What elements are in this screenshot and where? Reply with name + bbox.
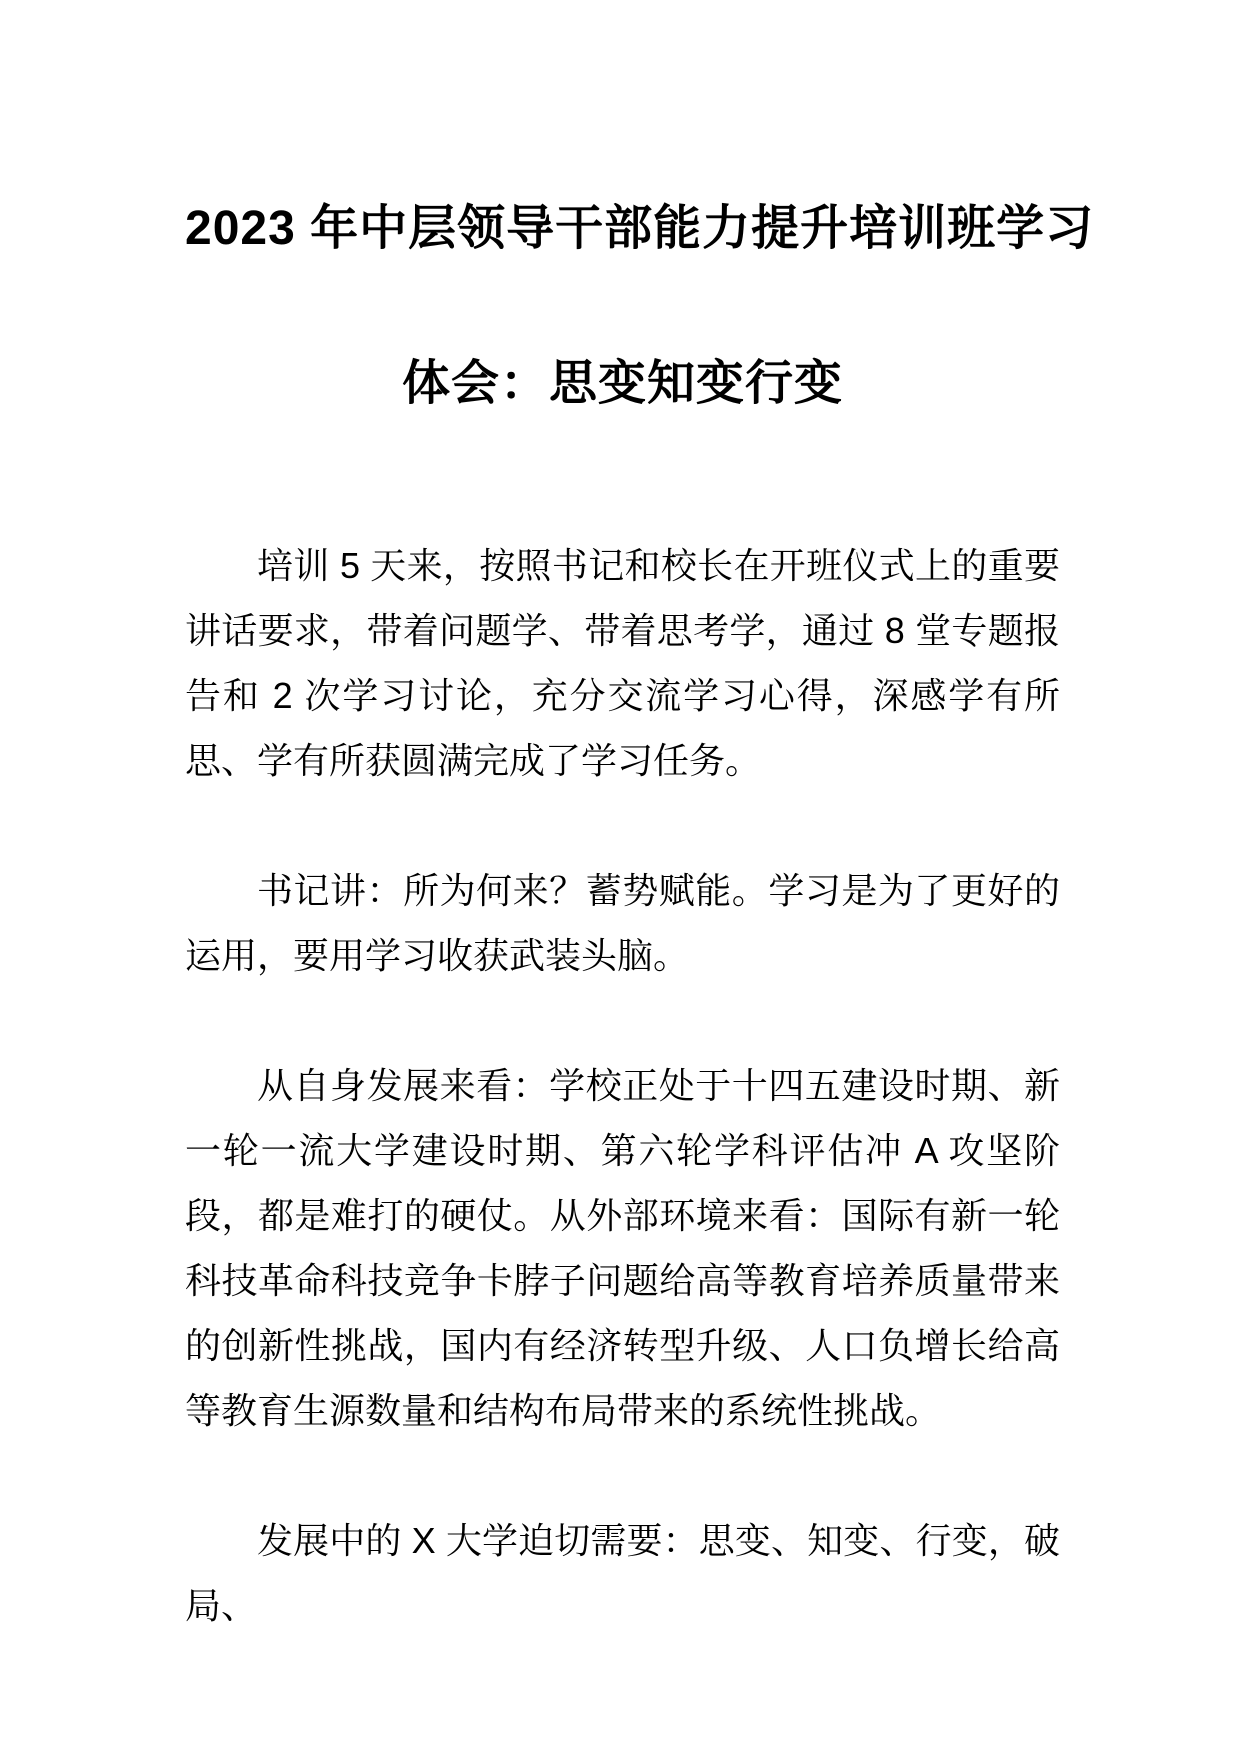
paragraph-university-needs: 发展中的 X 大学迫切需要：思变、知变、行变，破局、	[185, 1520, 1060, 1626]
document-title-line-2: 体会：思变知变行变	[401, 357, 843, 410]
document-title-line-1: 2023 年中层领导干部能力提升培训班学习	[185, 202, 1095, 255]
paragraph-training-summary: 培训 5 天来，按照书记和校长在开班仪式上的重要讲话要求，带着问题学、带着思考学，通过 8 堂专题报告和 2 次学习讨论，充分交流学习心得，深感学有所思、学有所获圆满完成了学习任务。	[185, 545, 1060, 781]
paragraph-secretary-remarks: 书记讲：所为何来？蓄势赋能。学习是为了更好的运用，要用学习收获武装头脑。	[185, 870, 1060, 976]
paragraph-development-analysis: 从自身发展来看：学校正处于十四五建设时期、新一轮一流大学建设时期、第六轮学科评估冲 A 攻坚阶段，都是难打的硬仗。从外部环境来看：国际有新一轮科技革命科技竞争卡脖子问题给高等教育培养质量带来的创新性挑战，国内有经济转型升级、人口负增长给高等教育生源数量和结构布局带来的系统性挑战。	[185, 1065, 1060, 1431]
document-body	[185, 533, 1060, 1638]
